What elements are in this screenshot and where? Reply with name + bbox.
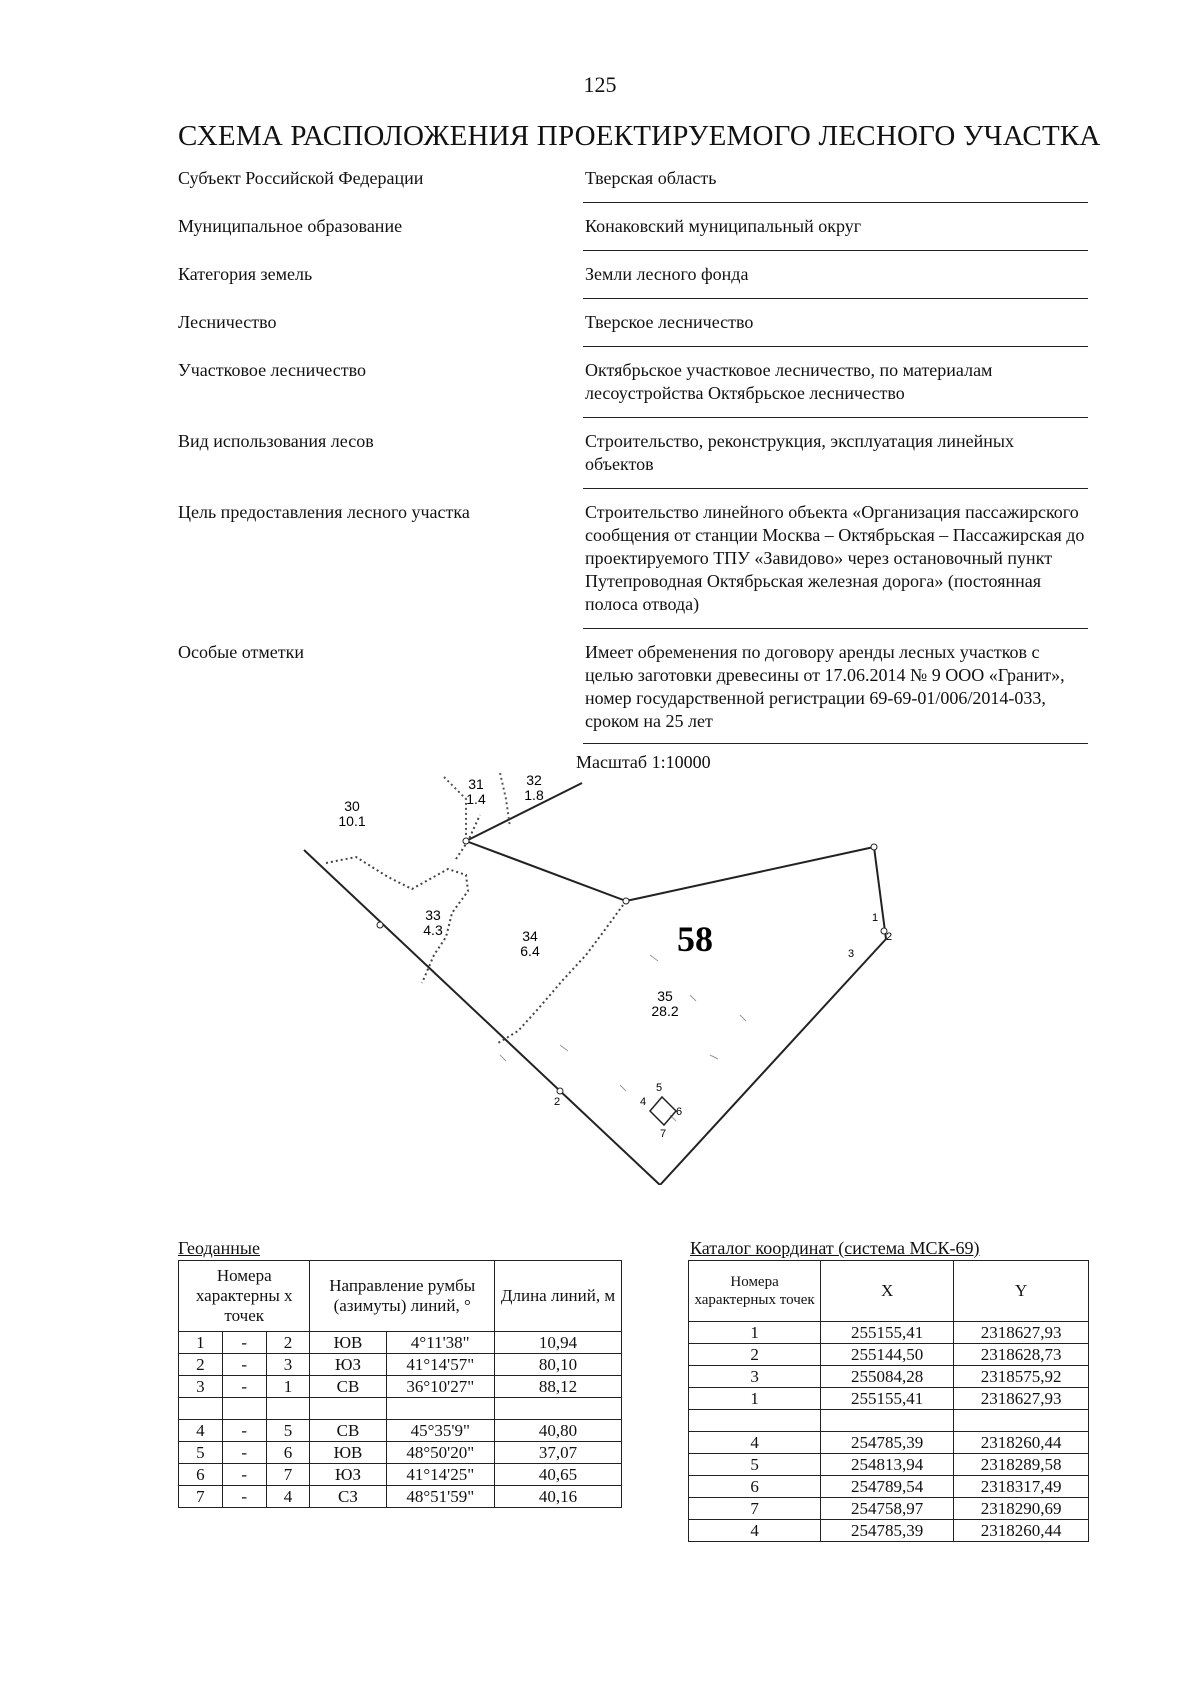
coordinate-y: 2318290,69 [954,1498,1089,1520]
rumb-direction: ЮВ [310,1332,386,1354]
point-from: 4 [179,1420,223,1442]
coordinate-x: 254758,97 [821,1498,954,1520]
geodata-caption: Геоданные [178,1238,261,1258]
table-row [689,1520,1089,1542]
geodata-rows [179,1332,622,1508]
point-to: 2 [266,1332,310,1354]
page-number: 125 [583,72,617,97]
table-header: Номера характерных точек [689,1261,821,1322]
rumb-direction [310,1398,386,1420]
field-label: Муниципальное образование [178,216,403,236]
point-to: 5 [266,1420,310,1442]
point-number: 4 [689,1520,821,1542]
plot-boundary [456,815,480,859]
field-value: Конаковский муниципальный округ [583,213,1088,251]
field-value: Земли лесного фонда [583,261,1088,299]
azimuth-value: 41°14'25" [386,1464,494,1486]
table-row [179,1398,622,1420]
point-number: 6 [689,1476,821,1498]
point-from: 2 [179,1354,223,1376]
boundary-point-marker [377,922,383,928]
quarter-number: 58 [677,919,713,959]
plot-area: 6.4 [520,943,540,959]
plot-area: 10.1 [338,813,366,829]
page-title: СХЕМА РАСПОЛОЖЕНИЯ ПРОЕКТИРУЕМОГО ЛЕСНОГО УЧАСТКА [178,120,1101,152]
field-value: Строительство линейного объекта «Организация пассажирского сообщения от станции Москва – Октябрьская – Пассажирская до проектируемого ТПУ «Завидово» через остановочный пункт Путепроводная Октябрьская железная дорога» (постоянная полоса отвода) [583,499,1088,629]
form-row-special-notes [178,639,1088,754]
form-row-land-category [178,261,1088,309]
form-row-subject [178,165,1088,213]
field-value: Октябрьское участковое лесничество, по материалам лесоустройства Октябрьское лесничество [583,357,1088,418]
plot-number: 34 [522,928,538,944]
field-label: Вид использования лесов [178,431,374,451]
point-separator: - [222,1332,266,1354]
coordinate-x: 254785,39 [821,1520,954,1542]
plot-area: 1.8 [524,787,544,803]
quarter-boundary [466,783,886,939]
line-length: 40,80 [494,1420,621,1442]
field-value: Строительство, реконструкция, эксплуатация линейных объектов [583,428,1088,489]
point-number: 7 [689,1498,821,1520]
plot-area: 4.3 [423,922,443,938]
point-label: 7 [660,1128,667,1140]
table-row [689,1454,1089,1476]
coordinate-y: 2318260,44 [954,1432,1089,1454]
table-row [179,1420,622,1442]
line-length: 80,10 [494,1354,621,1376]
azimuth-value: 36°10'27" [386,1376,494,1398]
quarter-boundary [660,939,886,1185]
rumb-direction: ЮЗ [310,1464,386,1486]
line-length: 37,07 [494,1442,621,1464]
allocated-plot-square [650,1097,676,1125]
table-row [179,1486,622,1508]
table-row [179,1354,622,1376]
rumb-direction: ЮЗ [310,1354,386,1376]
coordinate-y: 2318317,49 [954,1476,1089,1498]
scale-label: Масштаб 1:10000 [576,752,711,772]
line-length [494,1398,621,1420]
point-label: 4 [640,1096,647,1108]
field-label: Субъект Российской Федерации [178,168,424,188]
plot-boundary [500,773,510,827]
plot-number: 35 [657,988,673,1004]
point-to: 4 [266,1486,310,1508]
geodata-table [178,1260,622,1508]
table-header: Длина линий, м [494,1261,621,1332]
point-label: 5 [656,1082,663,1094]
azimuth-value [386,1398,494,1420]
point-separator: - [222,1486,266,1508]
plot-boundary [498,901,626,1043]
coordinate-y: 2318575,92 [954,1366,1089,1388]
form-row-district-forestry [178,357,1088,428]
point-separator: - [222,1442,266,1464]
table-row [689,1498,1089,1520]
rumb-direction: СЗ [310,1486,386,1508]
plot-number: 32 [526,772,542,788]
azimuth-value: 48°50'20" [386,1442,494,1464]
point-from: 5 [179,1442,223,1464]
point-label: 6 [676,1106,683,1118]
coordinate-y: 2318289,58 [954,1454,1089,1476]
point-to: 6 [266,1442,310,1464]
plot-area: 28.2 [651,1003,679,1019]
forest-texture [500,955,746,1121]
quarter-boundary [304,850,663,1185]
line-length: 10,94 [494,1332,621,1354]
plot-number: 31 [468,776,484,792]
point-separator: - [222,1354,266,1376]
line-length: 40,16 [494,1486,621,1508]
point-to: 3 [266,1354,310,1376]
point-label: 3 [848,948,855,960]
field-value: Тверская область [583,165,1088,203]
table-row [689,1322,1089,1344]
table-row [689,1344,1089,1366]
form-row-forestry [178,309,1088,357]
rumb-direction: СВ [310,1420,386,1442]
boundary-point-marker [623,898,629,904]
coordinate-x: 254785,39 [821,1432,954,1454]
plot-boundary [444,777,466,841]
point-number: 5 [689,1454,821,1476]
field-label: Особые отметки [178,642,304,662]
table-row [689,1388,1089,1410]
point-from: 7 [179,1486,223,1508]
coordinate-y: 2318628,73 [954,1344,1089,1366]
point-separator: - [222,1464,266,1486]
table-header: Направление румбы (азимуты) линий, ° [310,1261,495,1332]
form-row-use-type [178,428,1088,499]
plot-number: 30 [344,798,360,814]
plot-boundary [326,857,468,983]
table-header: Y [954,1261,1089,1322]
coordinate-y: 2318260,44 [954,1520,1089,1542]
plot-info-form [178,165,1088,754]
coordinate-x: 255155,41 [821,1322,954,1344]
field-value: Тверское лесничество [583,309,1088,347]
catalog-caption: Каталог координат (система МСК-69) [690,1238,980,1258]
field-label: Категория земель [178,264,313,284]
rumb-direction: СВ [310,1376,386,1398]
point-number: 1 [689,1388,821,1410]
coordinate-y: 2318627,93 [954,1388,1089,1410]
edge-label: 2 [554,1096,561,1108]
point-to [266,1398,310,1420]
field-value: Имеет обременения по договору аренды лесных участков с целью заготовки древесины от 17.06.2014 № 9 ООО «Гранит», номер государственной регистрации 69-69-01/006/2014-033, сроком на 25 лет [583,639,1088,744]
coordinate-x: 254813,94 [821,1454,954,1476]
boundary-point-marker [557,1088,563,1094]
field-label: Участковое лесничество [178,360,366,380]
coordinate-x: 255155,41 [821,1388,954,1410]
table-row [689,1432,1089,1454]
point-label: 2 [886,931,893,943]
table-header: X [821,1261,954,1322]
table-row [689,1410,1089,1432]
coordinate-x [821,1410,954,1432]
form-row-municipality [178,213,1088,261]
point-to: 1 [266,1376,310,1398]
point-from: 6 [179,1464,223,1486]
azimuth-value: 41°14'57" [386,1354,494,1376]
table-row [179,1376,622,1398]
azimuth-value: 48°51'59" [386,1486,494,1508]
point-from: 1 [179,1332,223,1354]
point-separator: - [222,1376,266,1398]
table-header: Номера характерны х точек [179,1261,310,1332]
plot-number: 33 [425,907,441,923]
coordinate-x: 255084,28 [821,1366,954,1388]
table-row [689,1366,1089,1388]
coordinate-y [954,1410,1089,1432]
table-row [689,1476,1089,1498]
table-row [179,1464,622,1486]
point-number: 2 [689,1344,821,1366]
point-from [179,1398,223,1420]
form-row-purpose [178,499,1088,639]
table-row [179,1332,622,1354]
point-label: 1 [872,912,879,924]
point-from: 3 [179,1376,223,1398]
point-number: 4 [689,1432,821,1454]
coordinate-x: 254789,54 [821,1476,954,1498]
point-number [689,1410,821,1432]
plot-map [290,755,910,1185]
azimuth-value: 45°35'9" [386,1420,494,1442]
boundary-point-marker [871,844,877,850]
point-separator: - [222,1420,266,1442]
azimuth-value: 4°11'38" [386,1332,494,1354]
table-row [179,1442,622,1464]
point-number: 1 [689,1322,821,1344]
rumb-direction: ЮВ [310,1442,386,1464]
coordinates-table [688,1260,1089,1542]
coordinates-rows [689,1322,1089,1542]
boundary-point-marker [463,838,469,844]
line-length: 88,12 [494,1376,621,1398]
field-label: Лесничество [178,312,277,332]
point-number: 3 [689,1366,821,1388]
coordinate-x: 255144,50 [821,1344,954,1366]
plot-area: 1.4 [466,791,486,807]
line-length: 40,65 [494,1464,621,1486]
coordinate-y: 2318627,93 [954,1322,1089,1344]
field-label: Цель предоставления лесного участка [178,502,470,522]
point-to: 7 [266,1464,310,1486]
point-separator [222,1398,266,1420]
